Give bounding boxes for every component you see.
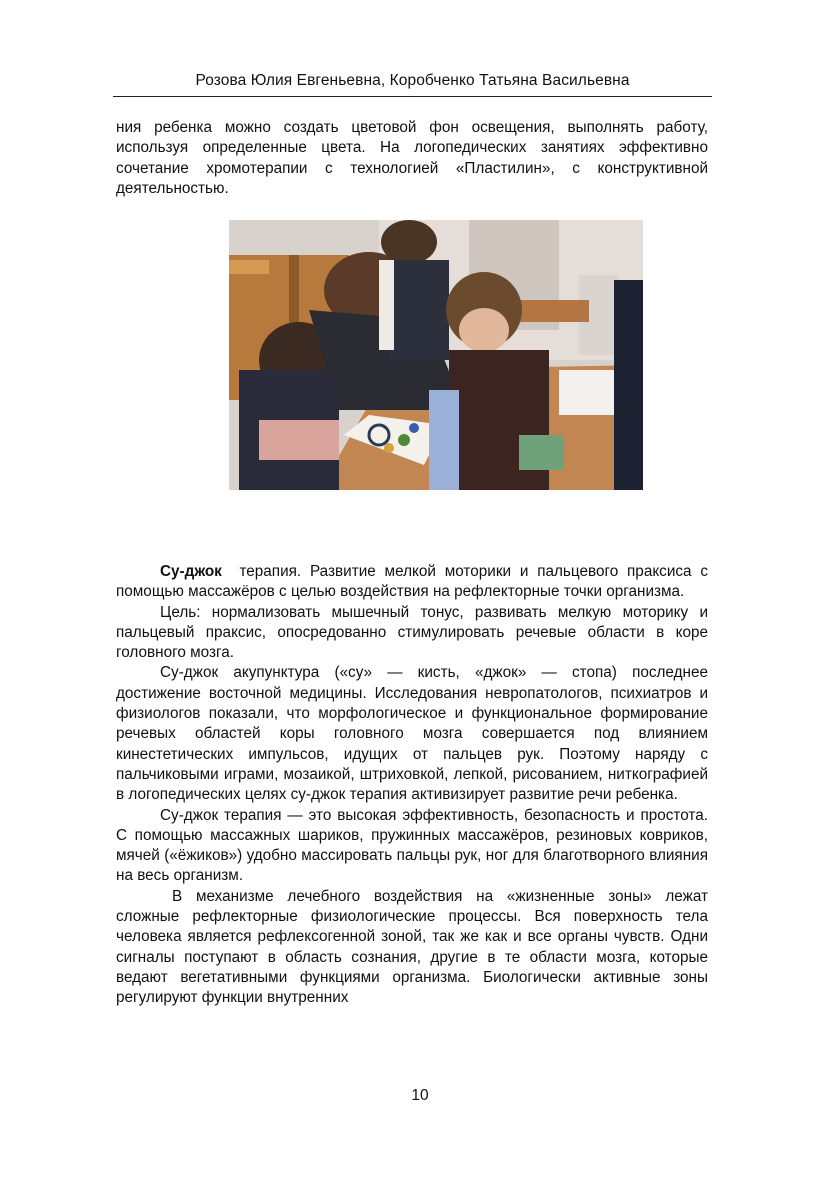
paragraph-goal: Цель: нормализовать мышечный тонус, развивать мелкую моторику и пальцевый праксис, опосредованно стимулировать речевые области в коре головного мозга. bbox=[116, 603, 708, 662]
section-body bbox=[116, 562, 713, 1009]
intro-paragraph bbox=[116, 118, 708, 199]
section-heading-paragraph bbox=[116, 562, 713, 603]
intro-text: ния ребенка можно создать цветовой фон освещения, выполнять работу, используя определенные цвета. На логопедических занятиях эффективно сочетание хромотерапии с технологией «Пластилин», с конструктивной деятельностью. bbox=[116, 119, 708, 197]
header-rule bbox=[113, 96, 712, 97]
page-number: 10 bbox=[411, 1087, 429, 1104]
section-heading-rest: терапия. Развитие мелкой моторики и пальцевого праксиса с помощью массажёров с целью воздействия на рефлекторные точки организма. bbox=[116, 563, 713, 601]
section-heading-term: Су-джок bbox=[160, 563, 222, 580]
paragraph-effectiveness: Су-джок терапия — это высокая эффективность, безопасность и простота. С помощью массажных шариков, пружинных массажёров, резиновых ковриков, мячей («ёжиков») удобно массировать пальцы рук, ног для благотворного влияния на весь организм. bbox=[116, 806, 708, 885]
paragraph-acupuncture: Су-джок акупунктура («су» — кисть, «джок» — стопа) последнее достижение восточной медицины. Исследования невропатологов, психиатров и физиологов показали, что морфологическое и функциональное формирование речевых областей коры головного мозга совершается под влиянием кинестетических импульсов, идущих от пальцев рук. Поэтому наряду с пальчиковыми играми, мозаикой, штриховкой, лепкой, рисованием, ниткографией в логопедических целях су-джок терапия активизирует развитие речи ребенка. bbox=[116, 664, 708, 804]
photo-illustration bbox=[229, 220, 643, 490]
running-header-authors: Розова Юлия Евгеньевна, Коробченко Татьяна Васильевна bbox=[195, 72, 630, 89]
paragraph-mechanism: В механизме лечебного воздействия на «жизненные зоны» лежат сложные рефлекторные физиологические процессы. Вся поверхность тела человека является рефлексогенной зоной, так же как и все органы чувств. Одни сигналы поступают в область сознания, другие в те области мозга, которые ведают вегетативными функциями организма. Биологически активные зоны регулируют функции внутренних bbox=[116, 887, 708, 1007]
classroom-photo bbox=[229, 220, 643, 490]
